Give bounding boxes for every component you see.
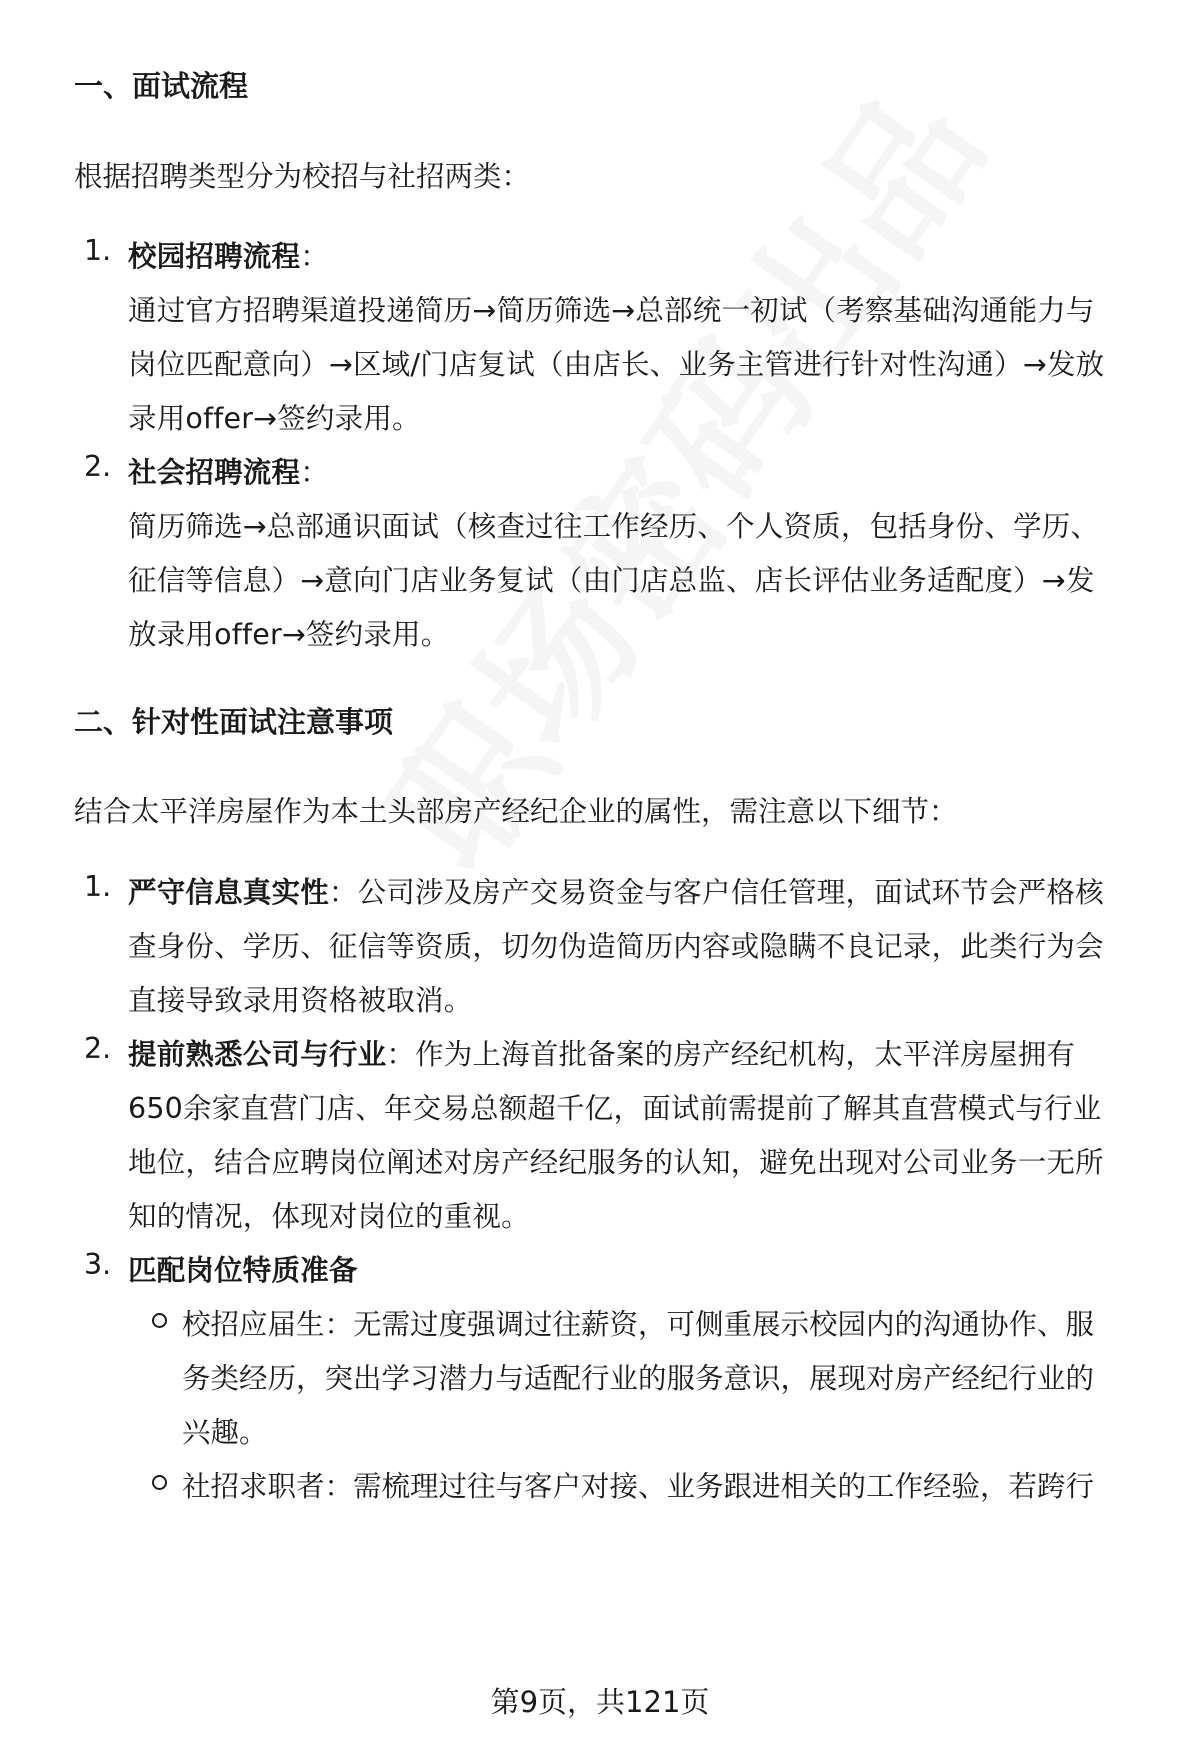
sub-item-text: 校招应届生：无需过度强调过往薪资，可侧重展示校园内的沟通协作、服 xyxy=(182,1308,1095,1341)
section-intro: 结合太平洋房屋作为本土头部房产经纪企业的属性，需注意以下细节： xyxy=(74,795,958,828)
list-item-text: ：作为上海首批备案的房产经纪机构，太平洋房屋拥有 xyxy=(386,1038,1076,1071)
list-item-title: 提前熟悉公司与行业 xyxy=(128,1038,387,1071)
list-item-text: 岗位匹配意向）→区域/门店复试（由店长、业务主管进行针对性沟通）→发放 xyxy=(128,348,1105,381)
list-number: 1. xyxy=(84,870,112,903)
list-item-separator: ： xyxy=(300,456,329,489)
list-number: 1. xyxy=(84,234,112,267)
list-number: 3. xyxy=(84,1248,112,1281)
list-item-text: 录用offer→签约录用。 xyxy=(128,402,421,435)
list-item-title: 匹配岗位特质准备 xyxy=(128,1254,358,1287)
list-item-title-line xyxy=(128,1032,1075,1073)
list-item-text: 简历筛选→总部通识面试（核查过往工作经历、个人资质，包括身份、学历、 xyxy=(128,510,1100,543)
bullet-circle-icon xyxy=(152,1475,167,1490)
list-number: 2. xyxy=(84,1032,112,1065)
list-item-title: 社会招聘流程 xyxy=(128,456,301,489)
list-item-text: 通过官方招聘渠道投递简历→简历筛选→总部统一初试（考察基础沟通能力与 xyxy=(128,294,1095,327)
list-number: 2. xyxy=(84,450,112,483)
section-intro: 根据招聘类型分为校招与社招两类： xyxy=(74,160,531,193)
list-item-separator: ： xyxy=(300,240,329,273)
list-item-text: 650余家直营门店、年交易总额超千亿，面试前需提前了解其直营模式与行业 xyxy=(128,1092,1102,1125)
list-item-title-line xyxy=(128,870,1104,911)
list-item-title: 严守信息真实性 xyxy=(128,876,329,909)
list-item-title-line xyxy=(128,234,329,275)
bullet-circle-icon xyxy=(152,1313,167,1328)
list-item-text: 地位，结合应聘岗位阐述对房产经纪服务的认知，避免出现对公司业务一无所 xyxy=(128,1146,1104,1179)
section-heading: 一、面试流程 xyxy=(74,69,249,103)
list-item-title: 校园招聘流程 xyxy=(128,240,301,273)
list-item-text: ：公司涉及房产交易资金与客户信任管理，面试环节会严格核 xyxy=(328,876,1104,909)
section-heading: 二、针对性面试注意事项 xyxy=(74,705,394,739)
list-item-text: 查身份、学历、征信等资质，切勿伪造简历内容或隐瞒不良记录，此类行为会 xyxy=(128,930,1104,963)
list-item-title-line xyxy=(128,1248,358,1289)
list-item-text: 征信等信息）→意向门店业务复试（由门店总监、店长评估业务适配度）→发 xyxy=(128,564,1095,597)
sub-item-text: 兴趣。 xyxy=(182,1416,268,1449)
list-item-text: 直接导致录用资格被取消。 xyxy=(128,984,473,1017)
sub-item-text: 社招求职者：需梳理过往与客户对接、业务跟进相关的工作经验，若跨行 xyxy=(182,1470,1095,1503)
page-footer: 第9页，共121页 xyxy=(490,1685,710,1719)
list-item-text: 放录用offer→签约录用。 xyxy=(128,618,450,651)
sub-item-text: 务类经历，突出学习潜力与适配行业的服务意识，展现对房产经纪行业的 xyxy=(182,1362,1095,1395)
list-item-text: 知的情况，体现对岗位的重视。 xyxy=(128,1200,530,1233)
list-item-title-line xyxy=(128,450,329,491)
